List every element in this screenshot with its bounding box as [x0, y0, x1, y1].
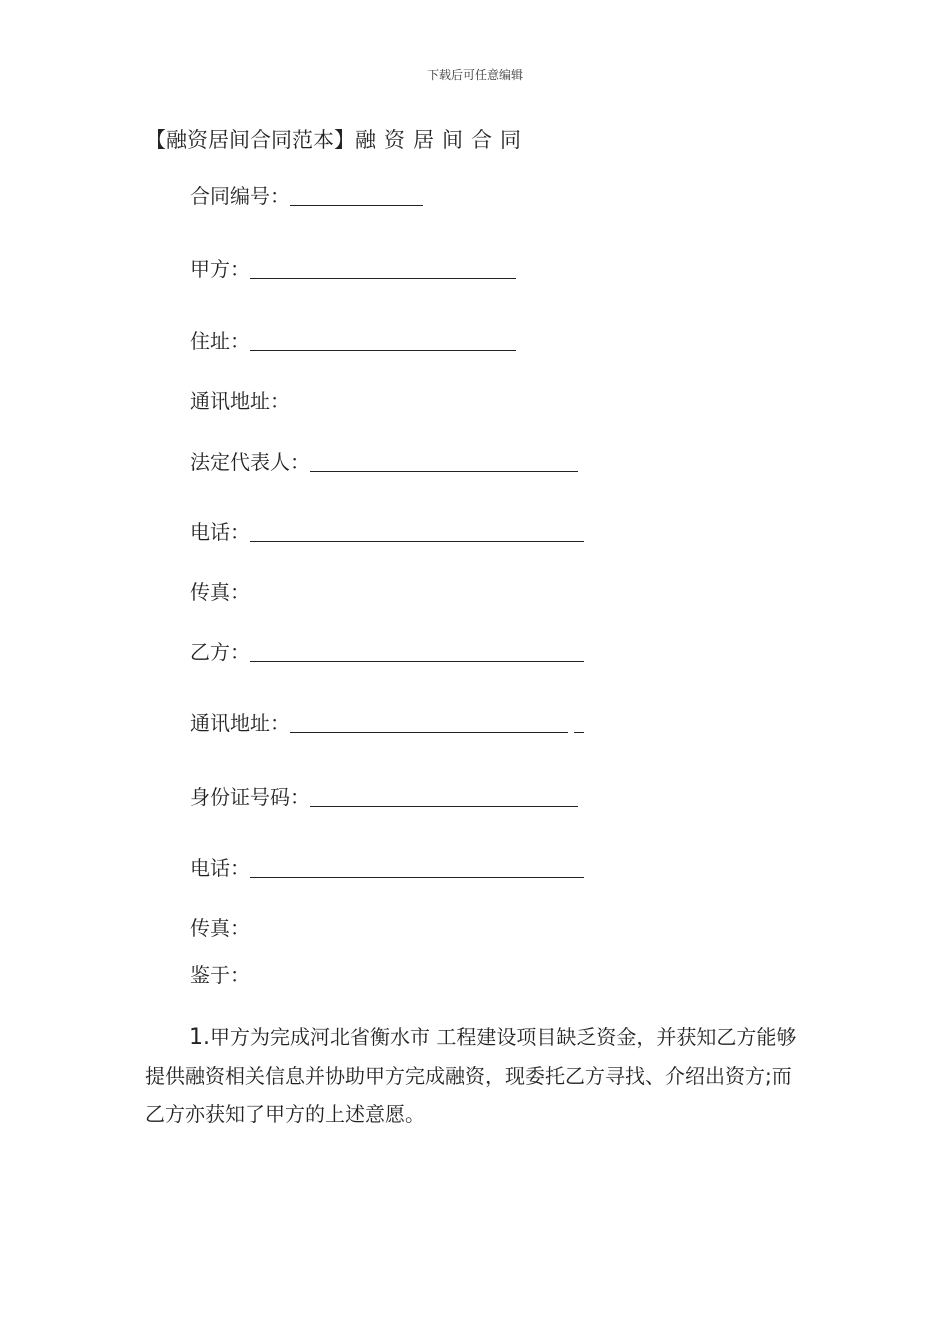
field-mailing-address-b [190, 709, 584, 737]
field-label: 甲方： [190, 257, 250, 281]
blank-line-tail [574, 710, 584, 733]
field-mailing-address-a [190, 387, 290, 415]
clause-1-paragraph [145, 1018, 810, 1133]
field-legal-rep [190, 448, 578, 476]
field-phone-b [190, 854, 584, 882]
field-label: 鉴于： [190, 963, 250, 987]
blank-line [310, 449, 578, 472]
blank-line [250, 855, 584, 878]
field-label: 法定代表人： [190, 450, 310, 474]
field-label: 通讯地址： [190, 389, 290, 413]
field-label: 身份证号码： [190, 785, 310, 809]
blank-line [290, 183, 423, 206]
field-label: 通讯地址： [190, 711, 290, 735]
blank-line [290, 710, 568, 733]
blank-line [250, 328, 516, 351]
field-label: 住址： [190, 329, 250, 353]
field-id-number [190, 783, 578, 811]
field-label: 合同编号： [190, 184, 290, 208]
blank-line [250, 639, 584, 662]
field-label: 电话： [190, 856, 250, 880]
title-bracketed: 【融资居间合同范本】 [145, 128, 355, 152]
clause-text: 甲方为完成河北省衡水市 工程建设项目缺乏资金，并获知乙方能够提供融资相关信息并协助甲方完成融资，现委托乙方寻找、介绍出资方;而乙方亦获知了甲方的上述意愿。 [145, 1025, 797, 1126]
field-party-b [190, 638, 584, 666]
page-header-note: 下载后可任意编辑 [426, 68, 523, 82]
field-address [190, 327, 516, 355]
title-main: 融资居间合同 [355, 128, 529, 152]
field-fax-b [190, 914, 250, 942]
field-label: 电话： [190, 520, 250, 544]
blank-line [250, 519, 584, 542]
field-fax-a [190, 578, 250, 606]
document-title [145, 124, 529, 154]
blank-line [250, 256, 516, 279]
field-contract-no [190, 182, 423, 210]
clause-number: 1. [189, 1025, 210, 1050]
blank-line [310, 784, 578, 807]
field-label: 乙方： [190, 640, 250, 664]
field-party-a [190, 255, 516, 283]
field-label: 传真： [190, 580, 250, 604]
field-label: 传真： [190, 916, 250, 940]
field-phone-a [190, 518, 584, 546]
whereas-heading [190, 961, 250, 989]
